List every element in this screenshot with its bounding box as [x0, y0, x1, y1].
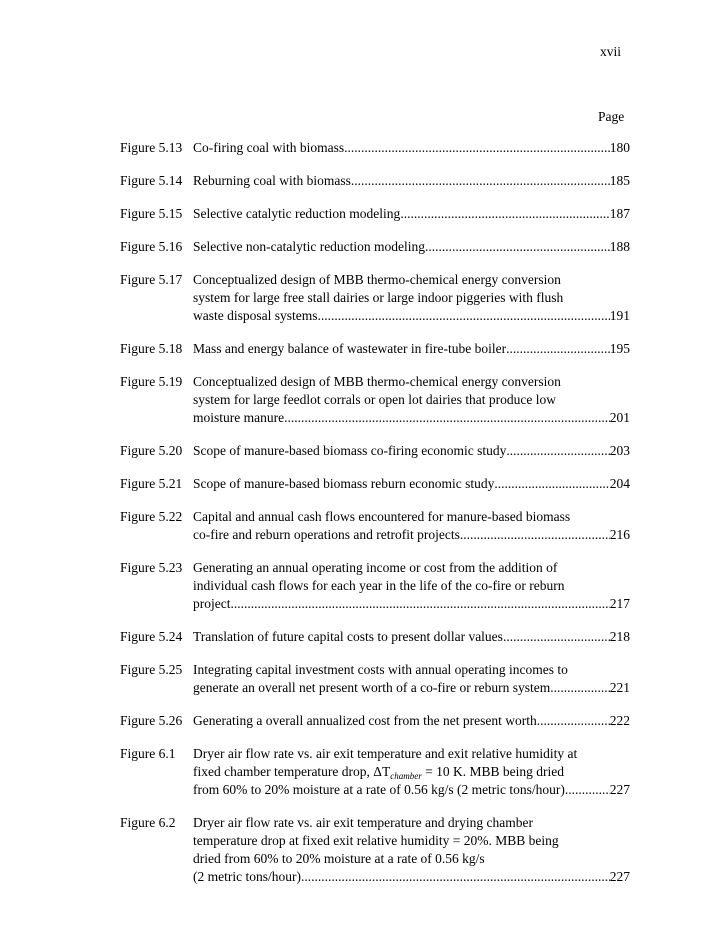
- figure-label: Figure 5.13: [120, 140, 183, 155]
- dot-leader: [565, 781, 610, 799]
- figure-label: Figure 5.16: [120, 239, 183, 254]
- caption-line: Dryer air flow rate vs. air exit temperature and drying chamber: [193, 815, 533, 830]
- caption-last-line: [193, 307, 630, 325]
- caption-text: Mass and energy balance of wastewater in fire-tube boiler: [193, 341, 507, 356]
- figure-caption: [193, 712, 630, 730]
- caption-text: Selective non-catalytic reduction modeling: [193, 239, 426, 254]
- page-ref[interactable]: 218: [609, 629, 630, 644]
- page-ref[interactable]: 180: [609, 140, 630, 155]
- caption-text: from 60% to 20% moisture at a rate of 0.56 kg/s (2 metric tons/hour): [193, 782, 565, 797]
- list-item[interactable]: [120, 661, 630, 697]
- figure-caption: [193, 628, 630, 646]
- caption-last-line: [193, 340, 630, 358]
- figure-caption: [193, 559, 630, 613]
- dot-leader: [537, 712, 610, 730]
- page-ref[interactable]: 217: [609, 596, 630, 611]
- list-item[interactable]: [120, 712, 630, 730]
- dot-leader: [425, 238, 610, 256]
- dot-leader: [506, 340, 610, 358]
- figure-caption: [193, 340, 630, 358]
- figure-label: Figure 5.20: [120, 443, 183, 458]
- figure-caption: [193, 271, 630, 325]
- subscript: chamber: [390, 771, 422, 781]
- page-number: xvii: [600, 44, 622, 59]
- caption-text: fixed chamber temperature drop, ΔT: [193, 764, 391, 779]
- caption-last-line: [193, 868, 630, 886]
- page-ref[interactable]: 203: [609, 443, 630, 458]
- caption-line: Conceptualized design of MBB thermo-chemical energy conversion: [193, 374, 561, 389]
- dot-leader: [503, 628, 610, 646]
- figure-label: Figure 5.17: [120, 272, 183, 287]
- figure-caption: [193, 814, 630, 886]
- figure-caption: [193, 661, 630, 697]
- caption-last-line: [193, 238, 630, 256]
- list-item[interactable]: [120, 172, 630, 190]
- caption-last-line: [193, 475, 630, 493]
- figure-caption: [193, 442, 630, 460]
- list-item[interactable]: [120, 340, 630, 358]
- page-ref[interactable]: 201: [609, 410, 630, 425]
- page-ref[interactable]: 191: [609, 308, 630, 323]
- page-ref[interactable]: 187: [609, 206, 630, 221]
- dot-leader: [344, 139, 610, 157]
- caption-last-line: [193, 172, 630, 190]
- figure-caption: [193, 172, 630, 190]
- caption-line: Integrating capital investment costs with annual operating incomes to: [193, 662, 568, 677]
- caption-text: project: [193, 596, 231, 611]
- page-ref[interactable]: 216: [609, 527, 630, 542]
- caption-text: Scope of manure-based biomass co-firing economic study: [193, 443, 507, 458]
- dot-leader: [301, 868, 610, 886]
- figure-label: Figure 5.26: [120, 713, 183, 728]
- dot-leader: [351, 172, 610, 190]
- figure-label: Figure 5.14: [120, 173, 183, 188]
- caption-last-line: [193, 712, 630, 730]
- page-ref[interactable]: 227: [609, 782, 630, 797]
- caption-last-line: [193, 526, 630, 544]
- caption-line: Generating an annual operating income or cost from the addition of: [193, 560, 558, 575]
- list-item[interactable]: [120, 475, 630, 493]
- page-ref[interactable]: 204: [609, 476, 630, 491]
- caption-text: Co-firing coal with biomass: [193, 140, 345, 155]
- caption-text: Selective catalytic reduction modeling: [193, 206, 401, 221]
- list-item[interactable]: [120, 373, 630, 427]
- caption-text: waste disposal systems: [193, 308, 318, 323]
- page-ref[interactable]: 221: [609, 680, 630, 695]
- caption-text: = 10 K. MBB being dried: [421, 764, 564, 779]
- caption-last-line: [193, 409, 630, 427]
- figure-caption: [193, 373, 630, 427]
- list-item[interactable]: [120, 559, 630, 613]
- caption-text: Translation of future capital costs to present dollar values: [193, 629, 503, 644]
- list-of-figures: [120, 139, 630, 901]
- dot-leader: [318, 307, 610, 325]
- page-ref[interactable]: 227: [609, 869, 630, 884]
- caption-last-line: [193, 205, 630, 223]
- caption-last-line: [193, 679, 630, 697]
- figure-caption: [193, 475, 630, 493]
- dot-leader: [550, 679, 610, 697]
- dot-leader: [230, 595, 609, 613]
- caption-line: Capital and annual cash flows encountered for manure-based biomass: [193, 509, 571, 524]
- caption-text: generate an overall net present worth of a co-fire or reburn system: [193, 680, 551, 695]
- caption-last-line: [193, 781, 630, 799]
- list-item[interactable]: [120, 205, 630, 223]
- caption-line: Dryer air flow rate vs. air exit temperature and exit relative humidity at: [193, 746, 578, 761]
- page-ref[interactable]: 188: [609, 239, 630, 254]
- caption-line: individual cash flows for each year in the life of the co-fire or reburn: [193, 578, 565, 593]
- figure-caption: [193, 139, 630, 157]
- list-item[interactable]: [120, 628, 630, 646]
- page-ref[interactable]: 222: [609, 713, 630, 728]
- figure-caption: [193, 238, 630, 256]
- caption-text: co-fire and reburn operations and retrofit projects: [193, 527, 460, 542]
- dot-leader: [506, 442, 609, 460]
- figure-label: Figure 5.19: [120, 374, 183, 389]
- figure-label: Figure 6.2: [120, 815, 176, 830]
- caption-last-line: [193, 139, 630, 157]
- list-item[interactable]: [120, 508, 630, 544]
- dot-leader: [400, 205, 609, 223]
- caption-last-line: [193, 442, 630, 460]
- figure-label: Figure 5.21: [120, 476, 183, 491]
- figure-caption: [193, 205, 630, 223]
- figure-label: Figure 5.23: [120, 560, 183, 575]
- dot-leader: [284, 409, 610, 427]
- caption-last-line: [193, 595, 630, 613]
- caption-line: [193, 763, 630, 781]
- list-item[interactable]: [120, 814, 630, 886]
- caption-line: system for large feedlot corrals or open lot dairies that produce low: [193, 392, 557, 407]
- list-item[interactable]: [120, 745, 630, 799]
- figure-label: Figure 5.22: [120, 509, 183, 524]
- caption-line: temperature drop at fixed exit relative humidity = 20%. MBB being: [193, 833, 559, 848]
- caption-text: (2 metric tons/hour): [193, 869, 301, 884]
- caption-line: Conceptualized design of MBB thermo-chemical energy conversion: [193, 272, 561, 287]
- list-item[interactable]: [120, 139, 630, 157]
- caption-last-line: [193, 628, 630, 646]
- figure-caption: [193, 745, 630, 799]
- dot-leader: [460, 526, 610, 544]
- list-item[interactable]: [120, 271, 630, 325]
- caption-line: dried from 60% to 20% moisture at a rate of 0.56 kg/s: [193, 851, 485, 866]
- figure-label: Figure 5.15: [120, 206, 183, 221]
- page-ref[interactable]: 195: [609, 341, 630, 356]
- list-item[interactable]: [120, 238, 630, 256]
- caption-text: Reburning coal with biomass: [193, 173, 351, 188]
- caption-text: Generating a overall annualized cost from the net present worth: [193, 713, 537, 728]
- list-item[interactable]: [120, 442, 630, 460]
- caption-line: system for large free stall dairies or large indoor piggeries with flush: [193, 290, 564, 305]
- figure-label: Figure 6.1: [120, 746, 176, 761]
- page-ref[interactable]: 185: [609, 173, 630, 188]
- figure-label: Figure 5.24: [120, 629, 183, 644]
- caption-text: Scope of manure-based biomass reburn economic study: [193, 476, 495, 491]
- figure-caption: [193, 508, 630, 544]
- figure-label: Figure 5.25: [120, 662, 183, 677]
- page-column-label: Page: [598, 109, 625, 124]
- dot-leader: [494, 475, 609, 493]
- caption-text: moisture manure: [193, 410, 285, 425]
- figure-label: Figure 5.18: [120, 341, 183, 356]
